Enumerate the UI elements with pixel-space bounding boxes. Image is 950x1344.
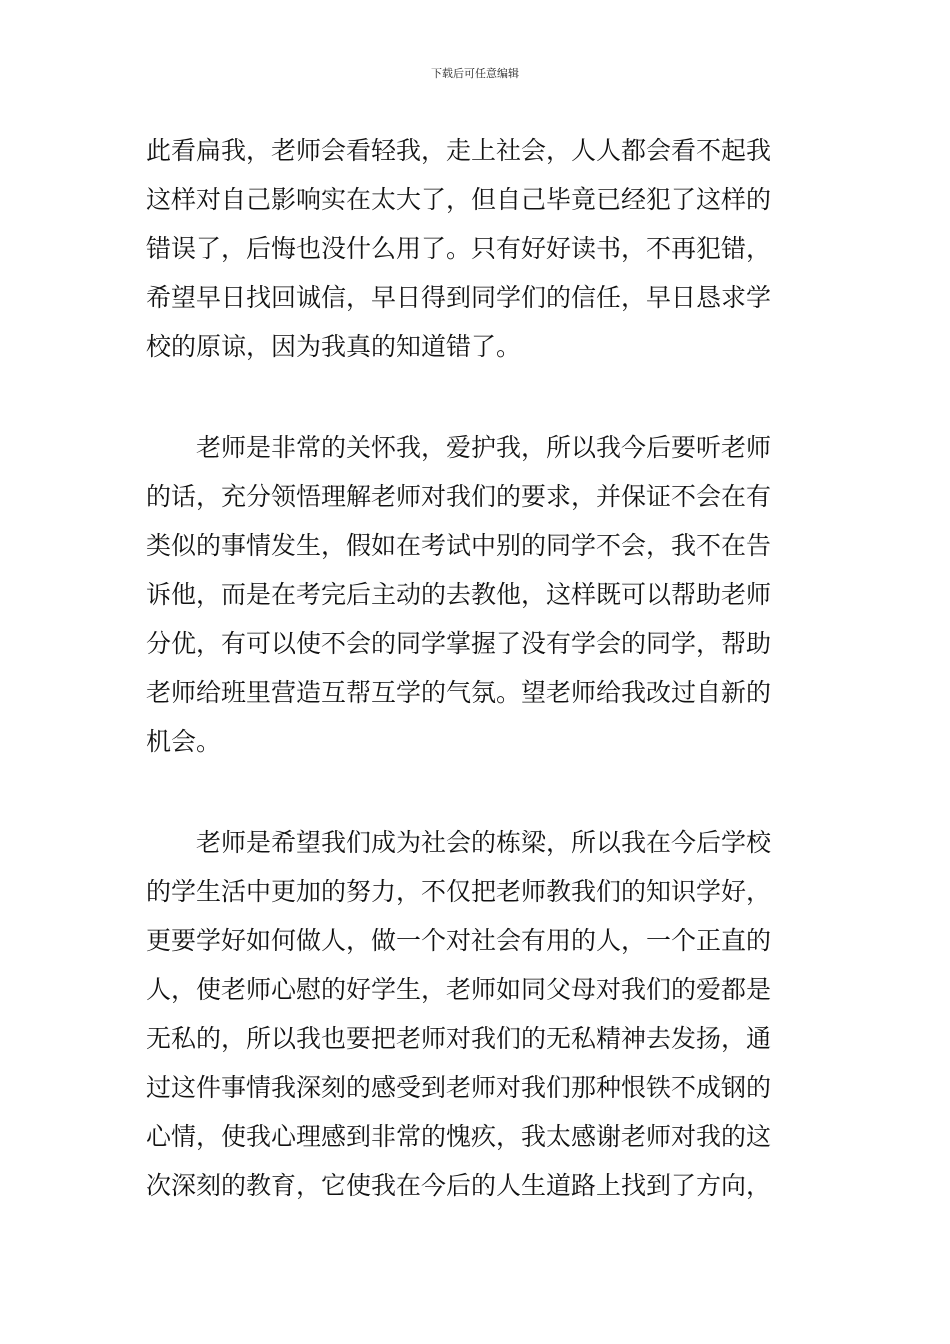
text-line: 类似的事情发生，假如在考试中别的同学不会，我不在告 [146,531,772,560]
text-line: 人，使老师心慰的好学生，老师如同父母对我们的爱都是 [146,975,772,1004]
text-line: 校的原谅，因为我真的知道错了。 [146,332,522,361]
document-body [146,126,810,1210]
paragraph-2 [146,423,810,766]
text-line: 过这件事情我深刻的感受到老师对我们那种恨铁不成钢的 [146,1073,772,1102]
text-line: 次深刻的教育，它使我在今后的人生道路上找到了方向， [146,1171,772,1200]
text-line: 希望早日找回诚信，早日得到同学们的信任，早日恳求学 [146,283,772,312]
paragraph-spacer [146,371,810,423]
text-line: 错误了，后悔也没什么用了。只有好好读书，不再犯错， [146,234,772,263]
paragraph-1 [146,126,810,371]
paragraph-spacer [146,766,810,818]
paragraph-3 [146,818,810,1210]
text-line: 分优，有可以使不会的同学掌握了没有学会的同学，帮助 [146,629,772,658]
text-line: 老师给班里营造互帮互学的气氛。望老师给我改过自新的 [146,678,772,707]
text-line: 更要学好如何做人，做一个对社会有用的人，一个正直的 [146,926,772,955]
text-line: 老师是希望我们成为社会的栋梁，所以我在今后学校 [196,828,772,857]
header-note: 下载后可任意编辑 [431,67,519,80]
text-line: 心情，使我心理感到非常的愧疚，我太感谢老师对我的这 [146,1122,772,1151]
text-line: 诉他，而是在考完后主动的去教他，这样既可以帮助老师 [146,580,772,609]
text-line: 的话，充分领悟理解老师对我们的要求，并保证不会在有 [146,482,772,511]
text-line: 机会。 [146,727,222,756]
text-line: 这样对自己影响实在太大了，但自己毕竟已经犯了这样的 [146,185,772,214]
text-line: 的学生活中更加的努力，不仅把老师教我们的知识学好， [146,877,772,906]
text-line: 此看扁我，老师会看轻我，走上社会，人人都会看不起我 [146,136,772,165]
text-line: 无私的，所以我也要把老师对我们的无私精神去发扬，通 [146,1024,772,1053]
text-line: 老师是非常的关怀我，爱护我，所以我今后要听老师 [196,433,772,462]
